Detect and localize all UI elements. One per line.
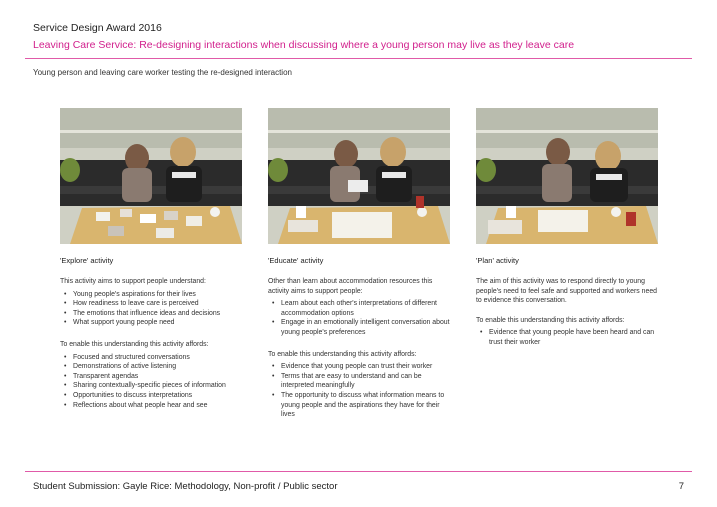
activity-title: 'Educate' activity bbox=[268, 256, 324, 265]
header-divider bbox=[25, 58, 692, 59]
aims-list bbox=[64, 290, 242, 328]
page-number: 7 bbox=[678, 481, 684, 492]
aims-list bbox=[272, 299, 450, 337]
activity-intro: Other than learn about accommodation resources this activity aims to support people: bbox=[268, 278, 433, 295]
list-item: • Focused and structured conversations bbox=[64, 353, 242, 363]
activity-title: 'Plan' activity bbox=[476, 256, 519, 265]
affords-list bbox=[272, 362, 450, 420]
activity-intro: This activity aims to support people understand: bbox=[60, 278, 206, 285]
list-item: • Transparent agendas bbox=[64, 372, 242, 382]
activity-column-educate bbox=[268, 108, 450, 432]
affords-intro: To enable this understanding this activity affords: bbox=[268, 350, 417, 358]
list-item: • Demonstrations of active listening bbox=[64, 362, 242, 372]
activity-photo-educate bbox=[268, 108, 450, 244]
list-item: • How readiness to leave care is perceived bbox=[64, 299, 242, 309]
activity-title: 'Explore' activity bbox=[60, 256, 114, 265]
affords-intro: To enable this understanding this activity affords: bbox=[476, 316, 625, 324]
page-title: Service Design Award 2016 bbox=[33, 22, 162, 34]
activity-photo-explore bbox=[60, 108, 242, 244]
list-item: • Opportunities to discuss interpretations bbox=[64, 391, 242, 401]
list-item: • Sharing contextually-specific pieces of information bbox=[64, 381, 242, 391]
list-item: • Reflections about what people hear and see bbox=[64, 401, 242, 411]
activity-description bbox=[476, 277, 658, 348]
list-item: • Evidence that young people have been heard and can trust their worker bbox=[480, 328, 658, 347]
list-item: • Terms that are easy to understand and can be interpreted meaningfully bbox=[272, 372, 450, 391]
activity-column-explore bbox=[60, 108, 242, 422]
list-item: • Learn about each other's interpretations of different accommodation options bbox=[272, 299, 450, 318]
list-item: • The emotions that influence ideas and decisions bbox=[64, 309, 242, 319]
list-item: • Evidence that young people can trust their worker bbox=[272, 362, 450, 372]
footer-divider bbox=[25, 471, 692, 472]
photo-caption: Young person and leaving care worker testing the re-designed interaction bbox=[33, 68, 292, 77]
list-item: • Young people's aspirations for their lives bbox=[64, 290, 242, 300]
affords-list bbox=[64, 353, 242, 411]
activity-description bbox=[60, 277, 242, 410]
activity-description bbox=[268, 277, 450, 420]
affords-intro: To enable this understanding this activity affords: bbox=[60, 340, 209, 348]
activity-photo-plan bbox=[476, 108, 658, 244]
activity-intro: The aim of this activity was to respond directly to young people's need to feel safe and supported and workers need to evidence this conversation. bbox=[476, 278, 657, 305]
footer-text: Student Submission: Gayle Rice: Methodology, Non-profit / Public sector bbox=[33, 481, 338, 492]
list-item: • The opportunity to discuss what information means to young people and the aspirations they have for their lives bbox=[272, 391, 450, 420]
page-subtitle: Leaving Care Service: Re-designing interactions when discussing where a young person may live as they leave care bbox=[33, 39, 575, 51]
list-item: • Engage in an emotionally intelligent conversation about young people's preferences bbox=[272, 318, 450, 337]
list-item: • What support young people need bbox=[64, 318, 242, 328]
affords-list bbox=[480, 328, 658, 347]
activity-column-plan bbox=[476, 108, 658, 360]
